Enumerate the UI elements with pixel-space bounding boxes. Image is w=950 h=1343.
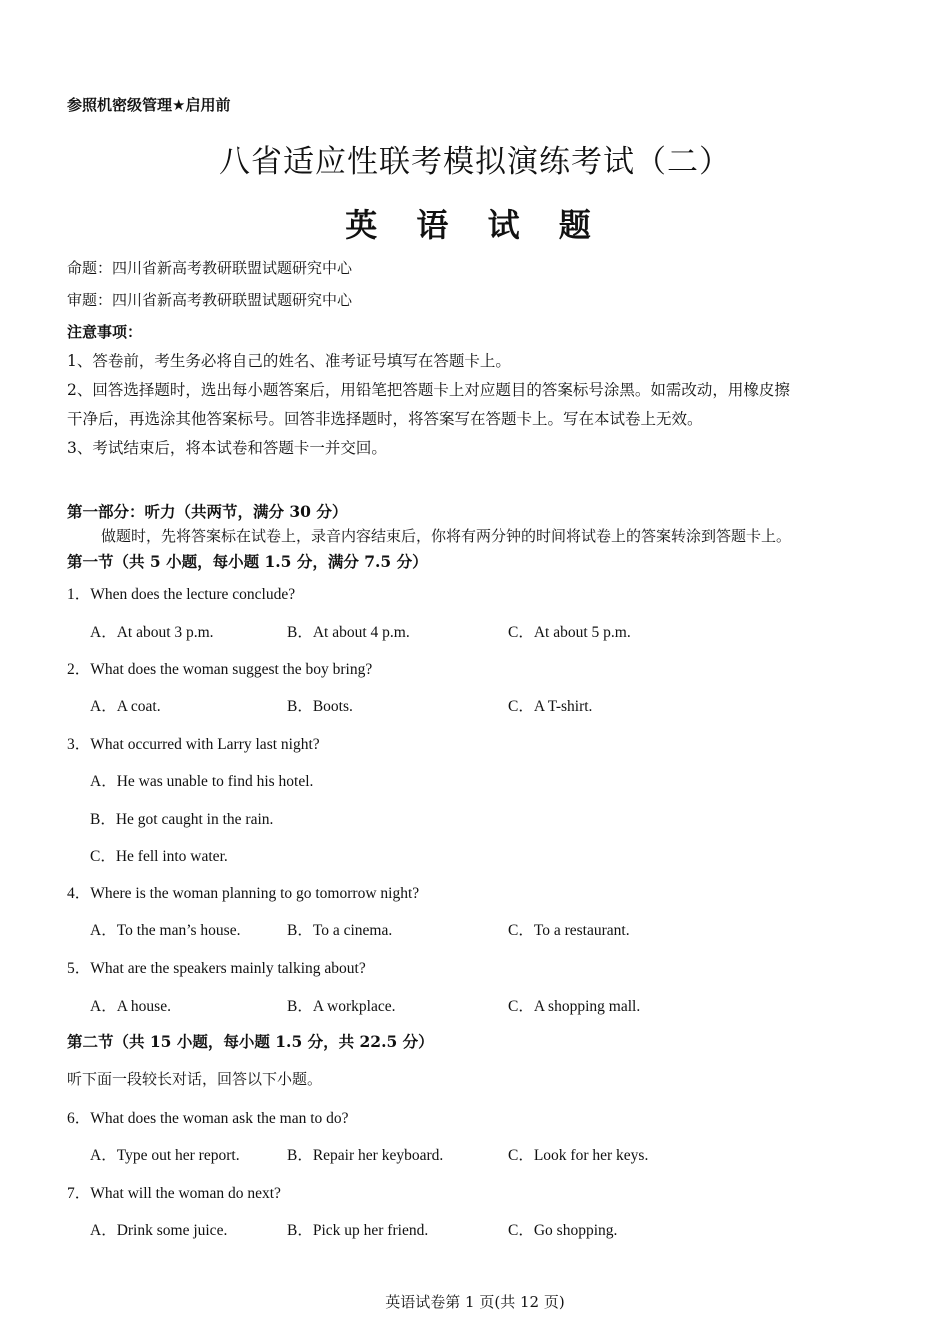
question-2-option-b: B．Boots.	[287, 698, 353, 715]
question-1-option-a: A．At about 3 p.m.	[90, 624, 214, 641]
notice-item-3: 3、考试结束后，将本试卷和答题卡一并交回。	[67, 439, 387, 457]
exam-title: 八省适应性联考模拟演练考试（二）	[219, 144, 731, 180]
question-6-stem: 6．What does the woman ask the man to do?	[67, 1110, 349, 1127]
question-3-option-c: C．He fell into water.	[90, 848, 228, 865]
question-6-option-b: B．Repair her keyboard.	[287, 1147, 444, 1164]
question-1-option-c: C．At about 5 p.m.	[508, 624, 631, 641]
question-7-option-c: C．Go shopping.	[508, 1222, 618, 1239]
part1-instruction: 做题时，先将答案标在试卷上，录音内容结束后，你将有两分钟的时间将试卷上的答案转涂到答题卡上。	[101, 527, 792, 545]
question-1-option-b: B．At about 4 p.m.	[287, 624, 410, 641]
question-1-stem: 1．When does the lecture conclude?	[67, 586, 296, 603]
question-3-option-b: B．He got caught in the rain.	[90, 811, 274, 828]
section1-heading: 第一节（共 5 小题，每小题 1.5 分，满分 7.5 分）	[67, 552, 428, 571]
question-3-option-a: A．He was unable to find his hotel.	[90, 773, 314, 790]
question-5-option-c: C．A shopping mall.	[508, 998, 641, 1015]
question-4-option-a: A．To the man’s house.	[90, 922, 241, 939]
question-5-option-a: A．A house.	[90, 998, 171, 1015]
question-reviewer: 审题：四川省新高考教研联盟试题研究中心	[67, 291, 353, 309]
notice-heading: 注意事项：	[67, 323, 143, 341]
section2-heading: 第二节（共 15 小题，每小题 1.5 分，共 22.5 分）	[67, 1032, 434, 1051]
exam-subtitle: 英 语 试 题	[345, 206, 605, 244]
question-3-stem: 3．What occurred with Larry last night?	[67, 736, 320, 753]
question-4-option-c: C．To a restaurant.	[508, 922, 630, 939]
question-5-option-b: B．A workplace.	[287, 998, 396, 1015]
question-7-option-a: A．Drink some juice.	[90, 1222, 228, 1239]
question-6-option-a: A．Type out her report.	[90, 1147, 240, 1164]
question-2-option-a: A．A coat.	[90, 698, 161, 715]
question-5-stem: 5．What are the speakers mainly talking about?	[67, 960, 366, 977]
section2-intro: 听下面一段较长对话，回答以下小题。	[67, 1070, 323, 1088]
page-footer: 英语试卷第 1 页(共 12 页)	[385, 1293, 565, 1311]
question-6-option-c: C．Look for her keys.	[508, 1147, 649, 1164]
confidentiality-label: 参照机密级管理★启用前	[67, 96, 231, 114]
part1-heading: 第一部分：听力（共两节，满分 30 分）	[67, 502, 348, 521]
notice-item-2-cont: 干净后，再选涂其他答案标号。回答非选择题时，将答案写在答题卡上。写在本试卷上无效。	[67, 410, 703, 428]
question-4-option-b: B．To a cinema.	[287, 922, 393, 939]
question-7-stem: 7．What will the woman do next?	[67, 1185, 281, 1202]
question-setter: 命题：四川省新高考教研联盟试题研究中心	[67, 259, 353, 277]
question-2-stem: 2．What does the woman suggest the boy bring?	[67, 661, 373, 678]
question-2-option-c: C．A T-shirt.	[508, 698, 593, 715]
question-7-option-b: B．Pick up her friend.	[287, 1222, 429, 1239]
question-4-stem: 4．Where is the woman planning to go tomorrow night?	[67, 885, 420, 902]
notice-item-1: 1、答卷前，考生务必将自己的姓名、准考证号填写在答题卡上。	[67, 352, 511, 370]
notice-item-2: 2、回答选择题时，选出每小题答案后，用铅笔把答题卡上对应题目的答案标号涂黑。如需改动，用橡皮擦	[67, 381, 790, 399]
